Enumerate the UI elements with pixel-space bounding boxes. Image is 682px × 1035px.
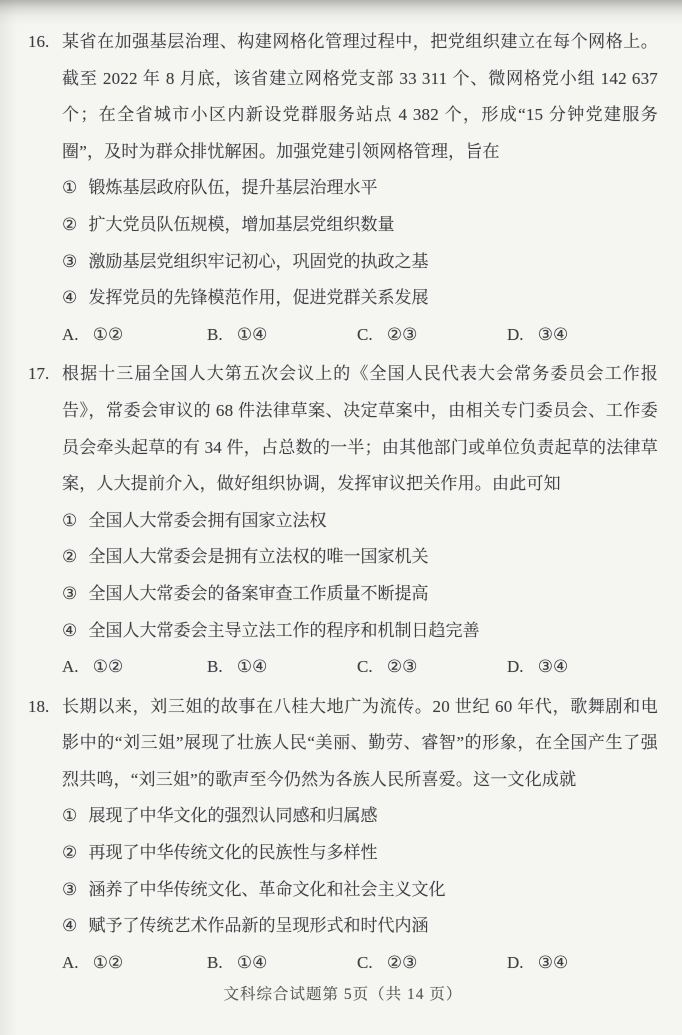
statement-item — [62, 170, 658, 207]
choice-label: D. — [507, 952, 524, 972]
statement-marker: ③ — [62, 251, 78, 271]
statement-item — [62, 576, 658, 613]
choice-value: ③④ — [537, 657, 569, 677]
choice-label: A. — [62, 324, 79, 344]
question-block — [28, 689, 658, 982]
choice-value: ①④ — [236, 657, 268, 677]
statement-text: 全国人大常委会拥有国家立法权 — [88, 510, 327, 530]
choice-label: C. — [357, 657, 373, 677]
choice-label: C. — [357, 952, 373, 972]
statement-text: 发挥党员的先锋模范作用，促进党群关系发展 — [88, 288, 429, 308]
statement-text: 锻炼基层政府队伍，提升基层治理水平 — [88, 178, 378, 198]
statement-text: 再现了中华传统文化的民族性与多样性 — [88, 843, 378, 863]
answer-choice — [507, 317, 658, 354]
statement-text: 涵养了中华传统文化、革命文化和社会主义文化 — [88, 879, 446, 899]
question-stem-row — [28, 356, 658, 502]
question-stem: 根据十三届全国人大第五次会议上的《全国人民代表大会常务委员会工作报告》，常委会审议的 68 件法律草案、决定草案中，由相关专门委员会、工作委员会牵头起草的有 34 件，占总数的一半；由其他部门或单位负责起草的法律草案，人大提前介入，做好组织协调，发挥审议把关作用。由此可知 — [62, 364, 658, 494]
statement-text: 全国人大常委会主导立法工作的程序和机制日趋完善 — [88, 620, 480, 640]
question-block — [28, 24, 658, 353]
statement-marker: ② — [62, 214, 78, 234]
choice-label: D. — [507, 657, 524, 677]
choice-label: A. — [62, 657, 79, 677]
statement-item — [62, 872, 658, 909]
statement-marker: ④ — [62, 916, 78, 936]
choice-row — [62, 945, 658, 982]
statement-item — [62, 613, 658, 650]
question-stem-row — [28, 689, 658, 799]
page-footer-text: 文科综合试题第 5页（共 14 页） — [223, 986, 463, 1004]
statement-item — [62, 908, 658, 945]
choice-value: ③④ — [537, 952, 569, 972]
statement-item — [62, 503, 658, 540]
statement-marker: ③ — [62, 583, 78, 603]
choice-row — [62, 317, 658, 354]
answer-choice — [62, 945, 207, 982]
answer-choice — [207, 945, 357, 982]
choice-value: ①④ — [236, 324, 268, 344]
answer-choice — [207, 317, 357, 354]
choice-value: ①② — [92, 324, 124, 344]
statement-marker: ③ — [62, 879, 78, 899]
statement-item — [62, 207, 658, 244]
choice-value: ②③ — [386, 657, 418, 677]
question-stem-row — [28, 24, 658, 170]
choice-value: ③④ — [537, 324, 569, 344]
statement-text: 激励基层党组织牢记初心，巩固党的执政之基 — [88, 251, 429, 271]
statement-marker: ② — [62, 547, 78, 567]
choice-label: B. — [207, 657, 223, 677]
question-block — [28, 356, 658, 685]
question-number: 18. — [28, 696, 50, 716]
question-number: 16. — [28, 32, 50, 51]
answer-choice — [207, 649, 357, 686]
answer-choice — [62, 317, 207, 354]
statement-item — [62, 798, 658, 835]
statement-item — [62, 835, 658, 872]
choice-value: ①② — [92, 657, 124, 677]
choice-label: B. — [207, 324, 223, 344]
answer-choice — [357, 317, 507, 354]
answer-choice — [357, 945, 507, 982]
statement-marker: ① — [62, 178, 78, 198]
question-list — [28, 24, 658, 981]
statement-text: 全国人大常委会的备案审查工作质量不断提高 — [88, 583, 429, 603]
statement-marker: ② — [62, 843, 78, 863]
question-number: 17. — [28, 364, 50, 384]
statement-item — [62, 539, 658, 576]
question-stem: 某省在加强基层治理、构建网格化管理过程中，把党组织建立在每个网格上。截至 2022 年 8 月底，该省建立网格党支部 33 311 个、微网格党小组 142 637 个；在全省城市小区内新设党群服务站点 4 382 个，形成“15 分钟党建服务圈”，及时为群众排忧解困。加强党建引领网格管理，旨在 — [62, 32, 658, 161]
statement-marker: ① — [62, 510, 78, 530]
statement-text: 赋予了传统艺术作品新的呈现形式和时代内涵 — [88, 916, 429, 936]
statement-marker: ④ — [62, 288, 78, 308]
choice-row — [62, 649, 658, 686]
choice-value: ②③ — [386, 952, 418, 972]
answer-choice — [507, 945, 658, 982]
choice-value: ②③ — [386, 324, 418, 344]
choice-label: C. — [357, 324, 373, 344]
statement-list — [28, 798, 658, 944]
answer-choice — [62, 649, 207, 686]
answer-choice — [507, 649, 658, 686]
page-footer — [28, 984, 658, 1006]
statement-item — [62, 280, 658, 317]
choice-label: B. — [207, 952, 223, 972]
statement-item — [62, 244, 658, 281]
choice-value: ①④ — [236, 952, 268, 972]
statement-text: 展现了中华文化的强烈认同感和归属感 — [88, 806, 378, 826]
statement-marker: ① — [62, 806, 78, 826]
statement-text: 扩大党员队伍规模，增加基层党组织数量 — [88, 214, 395, 234]
choice-label: D. — [507, 324, 524, 344]
statement-text: 全国人大常委会是拥有立法权的唯一国家机关 — [88, 547, 429, 567]
statement-list — [28, 503, 658, 649]
choice-value: ①② — [92, 952, 124, 972]
answer-choice — [357, 649, 507, 686]
statement-list — [28, 170, 658, 316]
choice-label: A. — [62, 952, 79, 972]
question-stem: 长期以来，刘三姐的故事在八桂大地广为流传。20 世纪 60 年代，歌舞剧和电影中的“刘三姐”展现了壮族人民“美丽、勤劳、睿智”的形象，在全国产生了强烈共鸣，“刘三姐”的歌声至今仍然为各族人民所喜爱。这一文化成就 — [62, 696, 658, 789]
statement-marker: ④ — [62, 620, 78, 640]
